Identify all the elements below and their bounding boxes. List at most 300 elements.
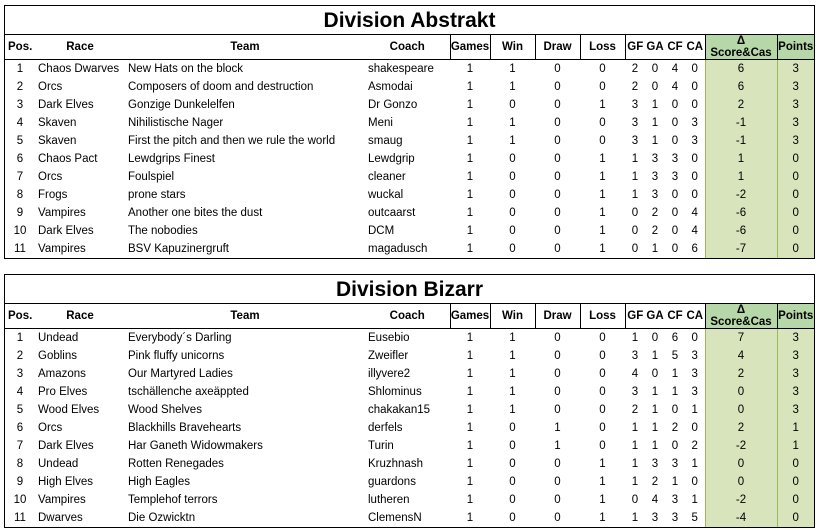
- cell-delta: 6: [705, 78, 777, 96]
- cell-team: BSV Kapuzinergruft: [128, 243, 230, 255]
- cell-ga: 1: [651, 99, 659, 111]
- cell-pos: 3: [16, 99, 24, 111]
- cell-win: 1: [509, 117, 516, 129]
- table-row: [5, 347, 814, 365]
- cell-points: 3: [777, 365, 814, 383]
- cell-cf: 3: [671, 458, 679, 470]
- col-delta: Δ Score&Cas: [705, 304, 777, 329]
- cell-points: 3: [777, 96, 814, 114]
- table-row: [5, 150, 814, 168]
- cell-games: 1: [466, 225, 474, 237]
- cell-team: Har Ganeth Widowmakers: [128, 440, 263, 452]
- cell-delta: -1: [705, 114, 777, 132]
- cell-delta: 0: [705, 473, 777, 491]
- cell-draw: 0: [554, 368, 561, 380]
- cell-ca: 1: [691, 494, 698, 506]
- cell-delta: 2: [705, 365, 777, 383]
- cell-pos: 5: [16, 404, 24, 416]
- cell-win: 0: [509, 494, 516, 506]
- cell-draw: 0: [554, 350, 561, 362]
- cell-win: 1: [509, 350, 516, 362]
- cell-loss: 1: [599, 494, 606, 506]
- cell-win: 1: [509, 135, 516, 147]
- cell-win: 0: [509, 171, 516, 183]
- cell-ca: 1: [691, 458, 698, 470]
- cell-cf: 4: [671, 63, 679, 75]
- cell-race: Orcs: [38, 422, 63, 434]
- cell-coach: cleaner: [368, 171, 406, 183]
- cell-draw: 0: [554, 99, 561, 111]
- cell-delta: 0: [705, 383, 777, 401]
- cell-ca: 0: [691, 332, 698, 344]
- cell-ca: 4: [691, 225, 698, 237]
- cell-delta: -2: [705, 186, 777, 204]
- col-draw: Draw: [535, 304, 580, 329]
- cell-coach: Zweifler: [368, 350, 409, 362]
- cell-cf: 0: [671, 207, 679, 219]
- cell-team: Templehof terrors: [128, 494, 218, 506]
- cell-win: 0: [509, 422, 516, 434]
- cell-team: Die Ozwicktn: [128, 512, 196, 524]
- cell-points: 0: [777, 222, 814, 240]
- cell-loss: 0: [599, 81, 606, 93]
- col-gf: GF: [625, 304, 645, 329]
- cell-race: Chaos Pact: [38, 153, 98, 165]
- cell-ga: 2: [651, 476, 659, 488]
- cell-race: Undead: [38, 458, 79, 470]
- cell-draw: 0: [554, 404, 561, 416]
- standings-table: [5, 304, 814, 527]
- cell-draw: 0: [554, 332, 561, 344]
- cell-win: 1: [509, 81, 516, 93]
- col-coach: Coach: [365, 35, 450, 60]
- cell-gf: 3: [631, 117, 639, 129]
- cell-ca: 6: [691, 243, 698, 255]
- cell-ga: 1: [651, 243, 659, 255]
- cell-pos: 4: [16, 117, 24, 129]
- cell-points: 3: [777, 383, 814, 401]
- cell-cf: 1: [671, 386, 679, 398]
- cell-race: Dark Elves: [38, 225, 94, 237]
- cell-delta: 1: [705, 168, 777, 186]
- cell-ca: 0: [691, 476, 698, 488]
- standings-body: [5, 329, 814, 528]
- col-pos: Pos.: [5, 35, 35, 60]
- cell-ca: 0: [691, 99, 698, 111]
- cell-gf: 3: [631, 99, 639, 111]
- cell-race: Chaos Dwarves: [38, 63, 120, 75]
- cell-pos: 5: [16, 135, 24, 147]
- cell-cf: 1: [671, 368, 679, 380]
- cell-loss: 0: [599, 404, 606, 416]
- division-title: Division Abstrakt: [5, 6, 814, 35]
- cell-cf: 4: [671, 81, 679, 93]
- cell-win: 1: [509, 404, 516, 416]
- cell-points: 3: [777, 60, 814, 79]
- cell-ca: 4: [691, 207, 698, 219]
- cell-ca: 5: [691, 512, 698, 524]
- col-coach: Coach: [365, 304, 450, 329]
- cell-ga: 3: [651, 153, 659, 165]
- cell-draw: 0: [554, 512, 561, 524]
- cell-pos: 11: [14, 512, 26, 524]
- cell-games: 1: [466, 476, 474, 488]
- cell-win: 1: [509, 368, 516, 380]
- cell-games: 1: [466, 135, 474, 147]
- cell-coach: smaug: [368, 135, 403, 147]
- cell-ca: 0: [691, 153, 698, 165]
- cell-delta: -1: [705, 132, 777, 150]
- cell-games: 1: [466, 117, 474, 129]
- cell-cf: 0: [671, 135, 679, 147]
- cell-gf: 3: [631, 135, 639, 147]
- col-points: Points: [777, 304, 814, 329]
- cell-gf: 2: [631, 404, 639, 416]
- cell-delta: 0: [705, 401, 777, 419]
- cell-pos: 8: [16, 189, 24, 201]
- col-cf: CF: [665, 35, 685, 60]
- cell-race: Vampires: [38, 243, 86, 255]
- cell-points: 0: [777, 455, 814, 473]
- cell-gf: 1: [631, 440, 639, 452]
- cell-games: 1: [466, 458, 474, 470]
- cell-ga: 1: [651, 117, 659, 129]
- cell-points: 0: [777, 491, 814, 509]
- cell-draw: 0: [554, 81, 561, 93]
- cell-points: 0: [777, 240, 814, 258]
- cell-games: 1: [466, 386, 474, 398]
- table-row: [5, 509, 814, 527]
- table-row: [5, 365, 814, 383]
- col-ca: CA: [685, 304, 705, 329]
- cell-delta: 0: [705, 455, 777, 473]
- cell-delta: 2: [705, 419, 777, 437]
- cell-cf: 3: [671, 512, 679, 524]
- table-row: [5, 78, 814, 96]
- cell-draw: 0: [554, 386, 561, 398]
- cell-loss: 0: [599, 386, 606, 398]
- cell-coach: Turin: [368, 440, 394, 452]
- cell-win: 1: [509, 332, 516, 344]
- col-ca: CA: [685, 35, 705, 60]
- cell-gf: 1: [631, 458, 639, 470]
- cell-pos: 1: [16, 332, 24, 344]
- cell-points: 0: [777, 509, 814, 527]
- cell-gf: 0: [631, 207, 639, 219]
- cell-draw: 0: [554, 153, 561, 165]
- cell-delta: 1: [705, 150, 777, 168]
- cell-loss: 1: [599, 243, 606, 255]
- col-race: Race: [35, 304, 125, 329]
- cell-win: 0: [509, 153, 516, 165]
- cell-gf: 1: [631, 512, 639, 524]
- cell-draw: 0: [554, 494, 561, 506]
- cell-gf: 1: [631, 153, 639, 165]
- cell-games: 1: [466, 63, 474, 75]
- cell-race: Frogs: [38, 189, 68, 201]
- table-row: [5, 491, 814, 509]
- table-row: [5, 222, 814, 240]
- cell-pos: 7: [16, 440, 24, 452]
- cell-ga: 1: [651, 386, 659, 398]
- cell-cf: 0: [671, 99, 679, 111]
- cell-coach: Asmodai: [368, 81, 413, 93]
- cell-win: 0: [509, 458, 516, 470]
- standings-body: [5, 60, 814, 259]
- cell-ca: 3: [691, 135, 698, 147]
- cell-cf: 3: [671, 171, 679, 183]
- cell-loss: 1: [599, 512, 606, 524]
- cell-loss: 1: [599, 458, 606, 470]
- cell-draw: 0: [554, 63, 561, 75]
- cell-points: 0: [777, 150, 814, 168]
- cell-delta: 4: [705, 347, 777, 365]
- cell-loss: 0: [599, 63, 606, 75]
- cell-pos: 3: [16, 368, 24, 380]
- cell-cf: 0: [671, 117, 679, 129]
- cell-team: High Eagles: [128, 476, 191, 488]
- cell-loss: 1: [599, 171, 606, 183]
- division-abstrakt-table: [4, 5, 815, 259]
- cell-team: The nobodies: [128, 225, 198, 237]
- cell-coach: illyvere2: [368, 368, 411, 380]
- table-row: [5, 419, 814, 437]
- cell-points: 0: [777, 473, 814, 491]
- cell-team: Nihilistische Nager: [128, 117, 224, 129]
- cell-coach: Meni: [368, 117, 393, 129]
- cell-games: 1: [466, 350, 474, 362]
- cell-win: 0: [509, 476, 516, 488]
- table-row: [5, 168, 814, 186]
- cell-points: 1: [777, 419, 814, 437]
- cell-loss: 1: [599, 207, 606, 219]
- cell-loss: 1: [599, 153, 606, 165]
- col-draw: Draw: [535, 35, 580, 60]
- col-gf: GF: [625, 35, 645, 60]
- cell-ga: 2: [651, 225, 659, 237]
- standings-table: [5, 35, 814, 258]
- cell-win: 0: [509, 189, 516, 201]
- cell-team: Blackhills Bravehearts: [128, 422, 242, 434]
- cell-ga: 1: [651, 422, 659, 434]
- cell-ga: 1: [651, 135, 659, 147]
- cell-ca: 2: [691, 440, 698, 452]
- cell-coach: Dr Gonzo: [368, 99, 418, 111]
- cell-win: 0: [509, 225, 516, 237]
- cell-loss: 0: [599, 350, 606, 362]
- cell-team: Everybody´s Darling: [128, 332, 232, 344]
- cell-games: 1: [466, 207, 474, 219]
- cell-loss: 1: [599, 99, 606, 111]
- col-games: Games: [450, 304, 490, 329]
- cell-games: 1: [466, 440, 474, 452]
- division-bizarr-table: [4, 274, 815, 528]
- division-title: Division Bizarr: [5, 275, 814, 304]
- cell-ga: 0: [651, 332, 659, 344]
- table-row: [5, 437, 814, 455]
- cell-ca: 3: [691, 117, 698, 129]
- cell-draw: 0: [554, 476, 561, 488]
- cell-delta: -4: [705, 509, 777, 527]
- cell-gf: 1: [631, 332, 639, 344]
- cell-draw: 0: [554, 243, 561, 255]
- cell-loss: 0: [599, 332, 606, 344]
- table-row: [5, 96, 814, 114]
- col-team: Team: [125, 304, 365, 329]
- cell-gf: 2: [631, 81, 639, 93]
- cell-race: Dwarves: [38, 512, 83, 524]
- cell-team: tschällenche axeäppted: [128, 386, 249, 398]
- cell-points: 0: [777, 186, 814, 204]
- table-row: [5, 383, 814, 401]
- cell-coach: derfels: [368, 422, 403, 434]
- cell-games: 1: [466, 494, 474, 506]
- cell-ga: 3: [651, 512, 659, 524]
- cell-games: 1: [466, 332, 474, 344]
- cell-ga: 2: [651, 207, 659, 219]
- cell-games: 1: [466, 512, 474, 524]
- cell-cf: 0: [671, 189, 679, 201]
- cell-team: Foulspiel: [128, 171, 175, 183]
- cell-race: Goblins: [38, 350, 77, 362]
- cell-ga: 3: [651, 189, 659, 201]
- cell-delta: 2: [705, 96, 777, 114]
- cell-win: 1: [509, 386, 516, 398]
- header-row: [5, 35, 814, 60]
- col-loss: Loss: [580, 304, 625, 329]
- cell-team: prone stars: [128, 189, 186, 201]
- table-row: [5, 329, 814, 348]
- cell-ca: 3: [691, 386, 698, 398]
- cell-points: 3: [777, 114, 814, 132]
- cell-draw: 0: [554, 171, 561, 183]
- cell-coach: wuckal: [368, 189, 404, 201]
- cell-pos: 7: [16, 171, 24, 183]
- cell-team: Gonzige Dunkelelfen: [128, 99, 235, 111]
- cell-ga: 0: [651, 81, 659, 93]
- cell-race: Wood Elves: [38, 404, 100, 416]
- cell-ga: 1: [651, 440, 659, 452]
- cell-gf: 0: [631, 243, 639, 255]
- cell-delta: -2: [705, 437, 777, 455]
- cell-games: 1: [466, 81, 474, 93]
- cell-ga: 4: [651, 494, 659, 506]
- cell-win: 0: [509, 243, 516, 255]
- cell-team: Pink fluffy unicorns: [128, 350, 225, 362]
- cell-coach: magadusch: [368, 243, 428, 255]
- cell-draw: 0: [554, 207, 561, 219]
- cell-coach: Kruzhnash: [368, 458, 423, 470]
- table-row: [5, 240, 814, 258]
- cell-gf: 1: [631, 422, 639, 434]
- cell-loss: 0: [599, 368, 606, 380]
- col-race: Race: [35, 35, 125, 60]
- cell-win: 0: [509, 440, 516, 452]
- col-win: Win: [490, 35, 535, 60]
- cell-ca: 3: [691, 350, 698, 362]
- table-row: [5, 132, 814, 150]
- cell-win: 0: [509, 99, 516, 111]
- cell-pos: 9: [16, 207, 24, 219]
- cell-coach: Shlominus: [368, 386, 422, 398]
- cell-team: Rotten Renegades: [128, 458, 224, 470]
- cell-pos: 2: [16, 81, 24, 93]
- cell-ga: 0: [651, 63, 659, 75]
- cell-delta: 6: [705, 60, 777, 79]
- cell-win: 1: [509, 63, 516, 75]
- cell-coach: lutheren: [368, 494, 410, 506]
- cell-coach: guardons: [368, 476, 416, 488]
- cell-games: 1: [466, 171, 474, 183]
- cell-team: New Hats on the block: [128, 63, 244, 75]
- cell-race: Orcs: [38, 171, 63, 183]
- cell-ca: 1: [691, 404, 698, 416]
- cell-loss: 0: [599, 135, 606, 147]
- cell-draw: 0: [554, 135, 561, 147]
- cell-draw: 0: [554, 458, 561, 470]
- cell-pos: 9: [16, 476, 24, 488]
- cell-pos: 4: [16, 386, 24, 398]
- cell-cf: 3: [671, 153, 679, 165]
- cell-ca: 0: [691, 422, 698, 434]
- cell-race: Dark Elves: [38, 99, 94, 111]
- cell-gf: 1: [631, 476, 639, 488]
- cell-race: High Elves: [38, 476, 93, 488]
- cell-pos: 10: [13, 225, 27, 237]
- cell-games: 1: [466, 368, 474, 380]
- cell-loss: 1: [599, 189, 606, 201]
- cell-ga: 3: [651, 171, 659, 183]
- header-row: [5, 304, 814, 329]
- cell-delta: -2: [705, 491, 777, 509]
- cell-race: Vampires: [38, 207, 86, 219]
- cell-gf: 3: [631, 386, 639, 398]
- col-ga: GA: [645, 304, 665, 329]
- cell-gf: 4: [631, 368, 639, 380]
- cell-ga: 0: [651, 368, 659, 380]
- col-team: Team: [125, 35, 365, 60]
- cell-win: 0: [509, 512, 516, 524]
- cell-ga: 1: [651, 350, 659, 362]
- cell-draw: 0: [554, 117, 561, 129]
- cell-points: 3: [777, 78, 814, 96]
- cell-cf: 6: [671, 332, 679, 344]
- cell-ga: 1: [651, 404, 659, 416]
- cell-pos: 6: [16, 153, 24, 165]
- cell-games: 1: [466, 99, 474, 111]
- cell-cf: 0: [671, 225, 679, 237]
- cell-ca: 0: [691, 63, 698, 75]
- cell-ca: 0: [691, 171, 698, 183]
- cell-team: Lewdgrips Finest: [128, 153, 215, 165]
- cell-race: Pro Elves: [38, 386, 88, 398]
- cell-delta: -6: [705, 222, 777, 240]
- col-loss: Loss: [580, 35, 625, 60]
- cell-pos: 6: [16, 422, 24, 434]
- cell-games: 1: [466, 153, 474, 165]
- cell-ca: 0: [691, 81, 698, 93]
- cell-ca: 0: [691, 189, 698, 201]
- cell-ca: 3: [691, 368, 698, 380]
- cell-draw: 1: [554, 440, 561, 452]
- cell-coach: chakakan15: [368, 404, 431, 416]
- cell-pos: 1: [16, 63, 24, 75]
- cell-team: Another one bites the dust: [128, 207, 263, 219]
- cell-gf: 2: [631, 63, 639, 75]
- col-win: Win: [490, 304, 535, 329]
- table-row: [5, 114, 814, 132]
- cell-coach: Lewdgrip: [368, 153, 415, 165]
